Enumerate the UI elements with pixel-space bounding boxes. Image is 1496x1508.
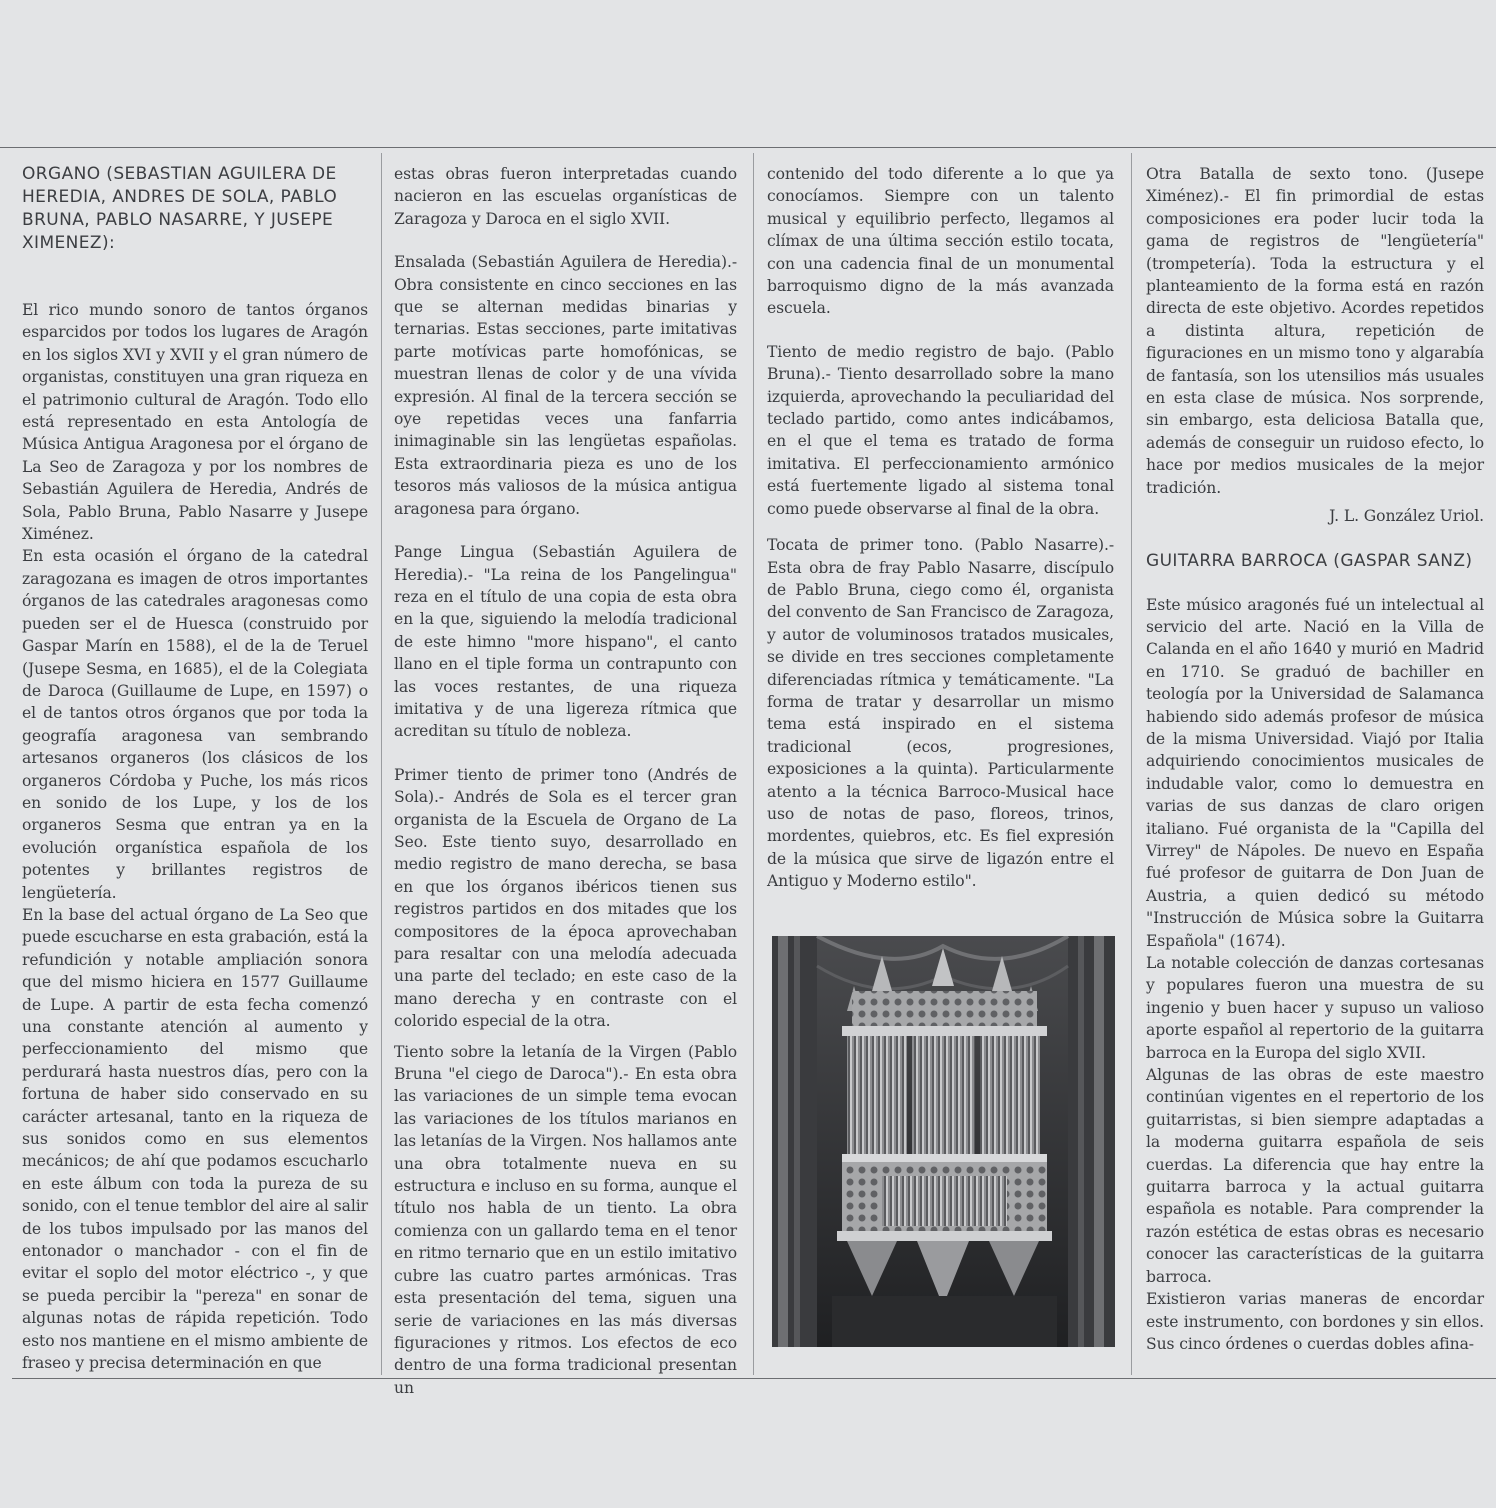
column-1 xyxy=(22,163,368,1375)
top-rule xyxy=(0,147,1496,148)
author-signature: J. L. González Uriol. xyxy=(1329,507,1484,526)
paragraph: En la base del actual órgano de La Seo que puede escucharse en esta grabación, está la refundición y notable ampliación sonora que del mismo hiciera en 1577 Guillaume de Lupe. A partir de esta fecha comenzó una constante atención al aumento y perfeccionamiento del mismo que perdurará hasta nuestros días, pero con la fortuna de haber sido conservado en su carácter artesanal, tanto en la riqueza de sus sonidos como en sus elementos mecánicos; de ahí que podamos escucharlo en este álbum con toda la pureza de su sonido, con el tenue temblor del aire al salir de los tubos impulsado por las manos del entonador o manchador - con el fin de evitar el soplo del motor eléctrico -, y que se pueda percibir la "pereza" en sonar de algunas notas de rápida repetición. Todo esto nos mantiene en el mismo ambiente de fraseo y precisa determinación en que xyxy=(22,905,368,1373)
paragraph: La notable colección de danzas cortesanas y populares fueron una muestra de su ingenio y buen hacer y supuso un valioso aporte español al repertorio de la guitarra barroca en la Europa del siglo XVII. xyxy=(1146,954,1484,1062)
paragraph: Tiento de medio registro de bajo. (Pablo Bruna).- Tiento desarrollado sobre la mano izquierda, aprovechando la peculiaridad del teclado partido, como antes indicábamos, en el que el tema es tratado de forma imitativa. El perfeccionamiento armónico está fuertemente ligado al sistema tonal como puede observarse al final de la obra. xyxy=(767,342,1114,518)
paragraph: estas obras fueron interpretadas cuando nacieron en las escuelas organísticas de Zaragoza y Daroca en el siglo XVII. xyxy=(394,165,737,228)
paragraph: En esta ocasión el órgano de la catedral zaragozana es imagen de otros importantes órganos de las catedrales aragonesas como pueden ser el de Huesca (construido por Gaspar Marín en 1588), el de la de Teruel (Jusepe Sesma, en 1685), el de la Colegiata de Daroca (Guillaume de Lupe, en 1597) o el de tantos otros órganos que por toda la geografía aragonesa van sembrando artesanos organeros (los clásicos de los organeros Córdoba y Puche, los más ricos en sonido de los Lupe, y los de los organeros Sesma que entran ya en la evolución organística española de los potentes y brillantes registros de lengüetería. xyxy=(22,547,368,902)
paragraph: Primer tiento de primer tono (Andrés de Sola).- Andrés de Sola es el tercer gran organista de la Escuela de Organo de La Seo. Este tiento suyo, desarrollado en medio registro de mano derecha, se basa en que los órganos ibéricos tienen sus registros partidos en dos mitades que los compositores de la época aprovechaban para resaltar con una melodía adecuada una parte del teclado; en este caso de la mano derecha y en contraste con el colorido especial de la otra. xyxy=(394,765,737,1031)
guitar-heading: GUITARRA BARROCA (GASPAR SANZ) xyxy=(1146,550,1473,571)
column-divider xyxy=(381,153,382,1375)
paragraph: Otra Batalla de sexto tono. (Jusepe Ximénez).- El fin primordial de estas composiciones era poder lucir toda la gama de registros de "lengüetería" (trompetería). Toda la estructura y el planteamiento de la forma está en razón directa de este objetivo. Acordes repetidos a distinta altura, repetición de figuraciones en un mismo tono y algarabía de fantasía, son los utensilios más usuales en esta clase de música. Nos sorprende, sin embargo, esta deliciosa Batalla que, además de conseguir un ruidoso efecto, lo hace por medios musicales de la mejor tradición. xyxy=(1146,165,1484,497)
organ-image xyxy=(772,936,1115,1347)
paragraph: Tiento sobre la letanía de la Virgen (Pablo Bruna "el ciego de Daroca").- En esta obra las variaciones de un simple tema evocan las variaciones de los títulos marianos en las letanías de la Virgen. Nos hallamos ante una obra totalmente nueva en su estructura e incluso en su forma, aunque el título nos habla de un tiento. La obra comienza con un gallardo tema en el tenor en ritmo ternario que en un estilo imitativo cubre las cuatro partes armónicas. Tras esta presentación del tema, siguen una serie de variaciones en las más diversas figuraciones y ritmos. Los efectos de eco dentro de una forma tradicional presentan un xyxy=(394,1042,737,1397)
column-divider xyxy=(753,153,754,1375)
paragraph: Algunas de las obras de este maestro continúan vigentes en el repertorio de los guitarristas, si bien siempre adaptadas a la moderna guitarra española de seis cuerdas. La diferencia que hay entre la guitarra barroca y la actual guitarra española es notable. Para comprender la razón estética de estas obras es necesario conocer las características de la guitarra barroca. xyxy=(1146,1066,1484,1286)
paragraph: Existieron varias maneras de encordar este instrumento, con bordones y sin ellos. Sus cinco órdenes o cuerdas dobles afina- xyxy=(1146,1290,1484,1353)
paragraph: Tocata de primer tono. (Pablo Nasarre).- Esta obra de fray Pablo Nasarre, discípulo de Pablo Bruna, ciego como él, organista del convento de San Francisco de Zaragoza, y autor de voluminosos tratados musicales, se divide en tres secciones completamente diferenciadas rítmica y temáticamente. "La forma de tratar y desarrollar un mismo tema está inspirado en el sistema tradicional (ecos, progresiones, exposiciones a la quinta). Particularmente atento a la técnica Barroco-Musical hace uso de notas de paso, floreos, trinos, mordentes, quiebros, etc. Es fiel expresión de la música que sirve de ligazón entre el Antiguo y Moderno estilo". xyxy=(767,536,1114,891)
paragraph: Ensalada (Sebastián Aguilera de Heredia).- Obra consistente en cinco secciones en las que se alternan medidas binarias y ternarias. Estas secciones, parte imitativas parte motívicas parte homofónicas, se muestran llenas de color y de una vívida expresión. Al final de la tercera sección se oye repetidas veces una fanfarria inimaginable sin las lengüetas españolas. Esta extraordinaria pieza es uno de los tesoros más valiosos de la música antigua aragonesa para órgano. xyxy=(394,253,737,518)
column-2 xyxy=(394,163,737,1399)
column-3 xyxy=(767,163,1114,893)
column-4 xyxy=(1146,163,1484,1355)
organ-heading: ORGANO (SEBASTIAN AGUILERA DE HEREDIA, ANDRES DE SOLA, PABLO BRUNA, PABLO NASARRE, Y JUSEPE XIMENEZ): xyxy=(22,164,338,253)
organ-photograph xyxy=(772,936,1115,1347)
paragraph: Pange Lingua (Sebastián Aguilera de Heredia).- "La reina de los Pangelingua" reza en el título de una copia de esta obra en la que, siguiendo la melodía tradicional de este himno "more hispano", el canto llano en el tiple forma un contrapunto con las voces restantes, de una riqueza imitativa y de una ligereza rítmica que acreditan su título de nobleza. xyxy=(394,543,737,741)
bottom-rule xyxy=(12,1378,1496,1379)
paragraph: El rico mundo sonoro de tantos órganos esparcidos por todos los lugares de Aragón en los siglos XVI y XVII y el gran número de organistas, constituyen una gran riqueza en el patrimonio cultural de Aragón. Todo ello está representado en esta Antología de Música Antigua Aragonesa por el órgano de La Seo de Zaragoza y por los nombres de Sebastián Aguilera de Heredia, Andrés de Sola, Pablo Bruna, Pablo Nasarre y Jusepe Ximénez. xyxy=(22,301,368,544)
paragraph: Este músico aragonés fué un intelectual al servicio del arte. Nació en la Villa de Calanda en el año 1640 y murió en Madrid en 1710. Se graduó de bachiller en teología por la Universidad de Salamanca habiendo sido además profesor de música de la misma Universidad. Viajó por Italia adquiriendo conocimientos musicales de indudable valor, como lo demuestra en varias de sus danzas de claro origen italiano. Fué organista de la "Capilla del Virrey" de Nápoles. De nuevo en España fué profesor de guitarra de Don Juan de Austria, a quien dedicó su método "Instrucción de Música sobre la Guitarra Española" (1674). xyxy=(1146,595,1484,950)
column-divider xyxy=(1131,153,1132,1375)
paragraph: contenido del todo diferente a lo que ya conocíamos. Siempre con un talento musical y equilibrio perfecto, llegamos al clímax de una última sección estilo tocata, con una cadencia final de un monumental barroquismo digno de la más avanzada escuela. xyxy=(767,165,1114,318)
